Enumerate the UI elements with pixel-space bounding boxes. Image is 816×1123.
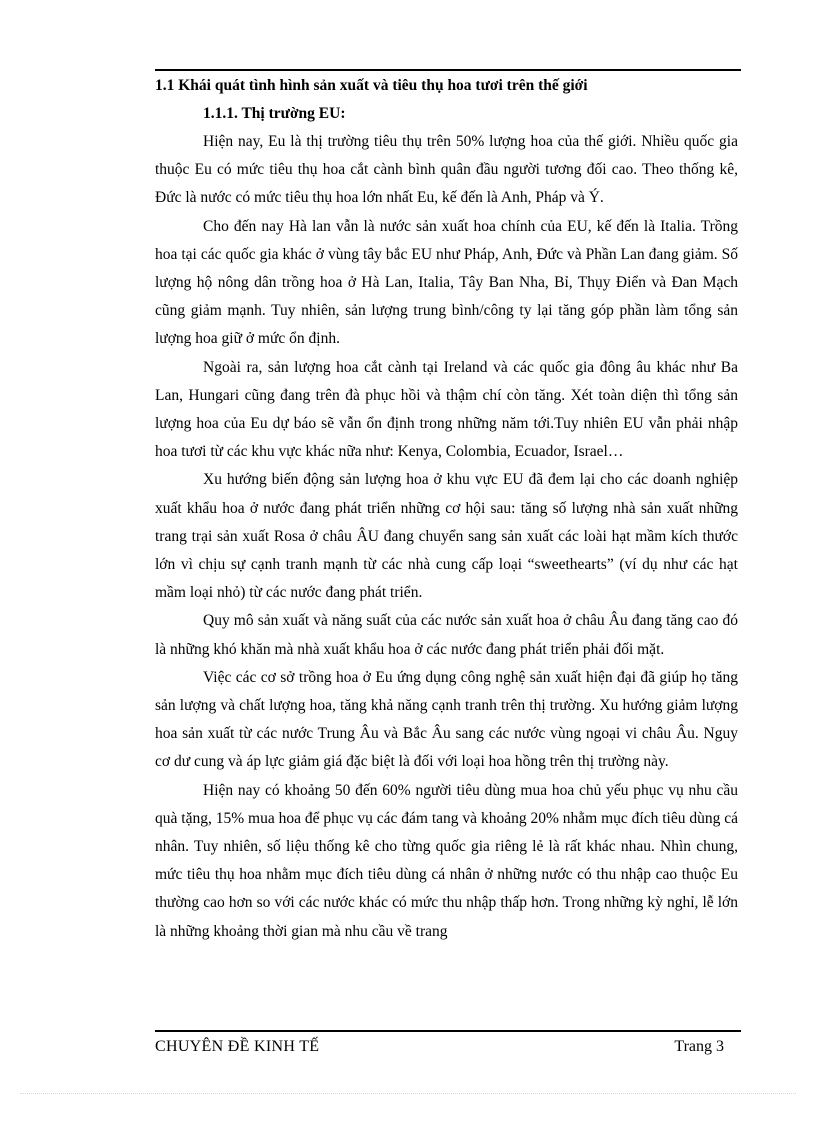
document-body (155, 72, 738, 946)
section-heading: 1.1 Khái quát tình hình sản xuất và tiêu thụ hoa tươi trên thế giới (155, 77, 588, 94)
footer-rule (155, 1030, 741, 1032)
paragraph: Việc các cơ sở trồng hoa ở Eu ứng dụng công nghệ sản xuất hiện đại đã giúp họ tăng sản lượng và chất lượng hoa, tăng khả năng cạnh tranh trên thị trường. Xu hướng giảm lượng hoa sản xuất từ các nước Trung Âu và Bắc Âu sang các nước vùng ngoại vi châu Âu. Nguy cơ dư cung và áp lực giảm giá đặc biệt là đối với loại hoa hồng trên thị trường này. (155, 668, 738, 771)
header-rule (155, 69, 741, 71)
page-break-line (20, 1093, 796, 1094)
paragraph: Hiện nay, Eu là thị trường tiêu thụ trên 50% lượng hoa của thế giới. Nhiều quốc gia thuộc Eu có mức tiêu thụ hoa cắt cành bình quân đầu người tương đối cao. Theo thống kê, Đức là nước có mức tiêu thụ hoa lớn nhất Eu, kế đến là Anh, Pháp và Ý. (155, 133, 738, 207)
paragraph: Cho đến nay Hà lan vẫn là nước sản xuất hoa chính của EU, kế đến là Italia. Trồng hoa tại các quốc gia khác ở vùng tây bắc EU như Pháp, Anh, Đức và Phần Lan đang giảm. Số lượng hộ nông dân trồng hoa ở Hà Lan, Italia, Tây Ban Nha, Bỉ, Thụy Điển và Đan Mạch cũng giảm mạnh. Tuy nhiên, sản lượng trung bình/công ty lại tăng góp phần làm tổng sản lượng hoa giữ ở mức ổn định. (155, 217, 738, 348)
footer-title: CHUYÊN ĐỀ KINH TẾ (155, 1038, 320, 1055)
paragraph: Hiện nay có khoảng 50 đến 60% người tiêu dùng mua hoa chủ yếu phục vụ nhu cầu quà tặng, 15% mua hoa để phục vụ các đám tang và khoảng 20% nhằm mục đích tiêu dùng cá nhân. Tuy nhiên, số liệu thống kê cho từng quốc gia riêng lẻ là rất khác nhau. Nhìn chung, mức tiêu thụ hoa nhằm mục đích tiêu dùng cá nhân ở những nước có thu nhập cao thuộc Eu thường cao hơn so với các nước khác có mức thu nhập thấp hơn. Trong những kỳ nghỉ, lễ lớn là những khoảng thời gian mà nhu cầu về trang (155, 781, 738, 940)
paragraph: Quy mô sản xuất và năng suất của các nước sản xuất hoa ở châu Âu đang tăng cao đó là những khó khăn mà nhà xuất khẩu hoa ở các nước đang phát triển phải đối mặt. (155, 612, 738, 658)
page-number: Trang 3 (674, 1038, 724, 1055)
paragraph: Xu hướng biến động sản lượng hoa ở khu vực EU đã đem lại cho các doanh nghiệp xuất khẩu hoa ở nước đang phát triển những cơ hội sau: tăng số lượng nhà sản xuất những trang trại sản xuất Rosa ở châu ÂU đang chuyển sang sản xuất các loài hạt mầm kích thước lớn vì chịu sự cạnh tranh mạnh từ các nhà cung cấp loại “sweethearts” (ví dụ như các hạt mầm loại nhỏ) từ các nước đang phát triển. (155, 471, 738, 602)
subsection-heading: 1.1.1. Thị trường EU: (203, 105, 346, 122)
page-footer (155, 1036, 738, 1058)
paragraph: Ngoài ra, sản lượng hoa cắt cành tại Ireland và các quốc gia đông âu khác như Ba Lan, Hungari cũng đang trên đà phục hồi và thậm chí còn tăng. Xét toàn diện thì tổng sản lượng hoa của Eu dự báo sẽ vẫn ổn định trong những năm tới.Tuy nhiên EU vẫn phải nhập hoa tươi từ các khu vực khác nữa như: Kenya, Colombia, Ecuador, Israel… (155, 358, 738, 461)
